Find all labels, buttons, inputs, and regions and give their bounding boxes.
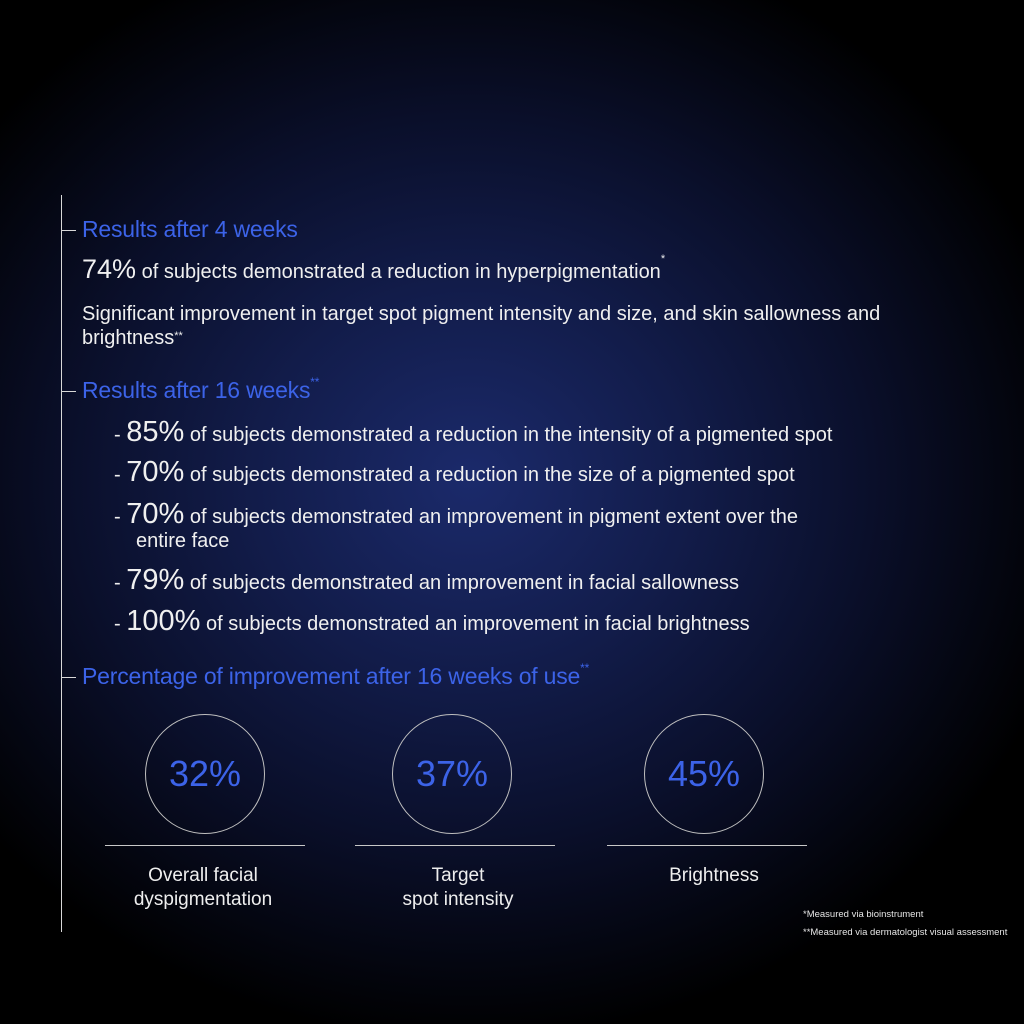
timeline-tick: [61, 391, 76, 392]
metric-label-line: Brightness: [669, 865, 759, 886]
metric-circle: [644, 714, 764, 834]
result-value: 79%: [126, 564, 185, 596]
result-value: 70%: [126, 498, 185, 530]
footnote-dermatologist: **Measured via dermatologist visual assessment: [803, 927, 1008, 938]
metric-label-line: Overall facial: [148, 865, 258, 886]
result-text: of subjects demonstrated a reduction in the intensity of a pigmented spot: [189, 424, 833, 446]
metric-label: [614, 864, 814, 888]
stat-value: 74%: [82, 254, 137, 284]
metric-circle: [392, 714, 512, 834]
metric-label: [358, 864, 558, 912]
metric-divider: [355, 845, 555, 846]
result-item: [114, 498, 798, 531]
stat-text: of subjects demonstrated a reduction in hyperpigmentation: [141, 261, 661, 283]
footnote-mark: **: [310, 375, 320, 389]
bullet-dash: -: [114, 506, 121, 528]
footnote-mark: *: [660, 253, 666, 265]
bullet-dash: -: [114, 424, 121, 446]
metric-label-line: dyspigmentation: [133, 889, 273, 910]
result-text: of subjects demonstrated an improvement in facial brightness: [205, 613, 750, 635]
timeline-tick: [61, 677, 76, 678]
metric-value: 37%: [415, 753, 489, 794]
summary-paragraph: [82, 302, 982, 350]
metric-label: [103, 864, 303, 912]
bullet-dash: -: [114, 464, 121, 486]
result-item: [114, 416, 832, 449]
result-text: of subjects demonstrated an improvement in facial sallowness: [189, 572, 740, 594]
section-heading-16-weeks: [82, 377, 319, 404]
heading-text: Results after 4 weeks: [82, 216, 298, 242]
section-heading-improvement: [82, 663, 589, 690]
section-heading-4-weeks: [82, 216, 298, 243]
metric-label-line: Target: [431, 865, 485, 886]
result-value: 70%: [126, 456, 185, 488]
paragraph-text: Significant improvement in target spot pigment intensity and size, and skin sallowness and brightness: [82, 303, 881, 349]
stat-line-74: [82, 254, 665, 285]
result-item: [114, 456, 795, 489]
metric-circle: [145, 714, 265, 834]
result-item: [114, 564, 739, 597]
footnote-mark: **: [174, 330, 183, 342]
footnote-mark: **: [580, 661, 590, 675]
metric-value: 32%: [168, 753, 242, 794]
footnote-bioinstrument: *Measured via bioinstrument: [803, 909, 924, 920]
result-item: [114, 605, 750, 638]
result-value: 100%: [126, 605, 201, 637]
metric-divider: [607, 845, 807, 846]
metric-divider: [105, 845, 305, 846]
result-text: of subjects demonstrated an improvement in pigment extent over the: [189, 506, 798, 528]
bullet-dash: -: [114, 572, 121, 594]
heading-text: Percentage of improvement after 16 weeks of use: [82, 663, 581, 689]
metric-value: 45%: [667, 753, 741, 794]
result-value: 85%: [126, 416, 185, 448]
bullet-dash: -: [114, 613, 121, 635]
result-text: of subjects demonstrated a reduction in the size of a pigmented spot: [189, 464, 795, 486]
heading-text: Results after 16 weeks: [82, 377, 311, 403]
timeline-tick: [61, 230, 76, 231]
timeline-line: [61, 195, 62, 932]
result-text-continuation: entire face: [136, 530, 230, 552]
metric-label-line: spot intensity: [402, 889, 514, 910]
